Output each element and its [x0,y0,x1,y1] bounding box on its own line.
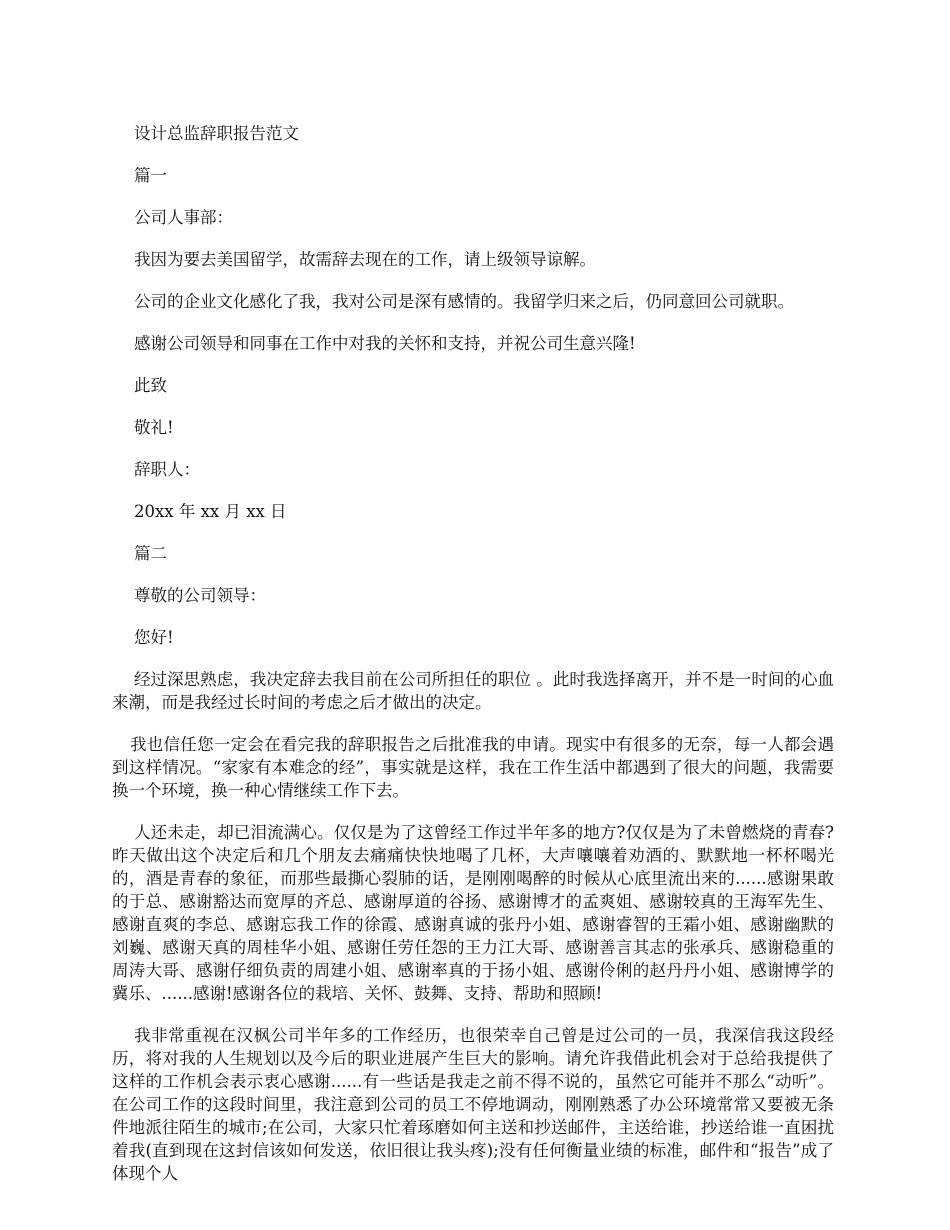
signature-label: 辞职人： [134,460,200,479]
salutation-2: 尊敬的公司领导： [134,586,266,605]
closing-line: 此致 [134,376,167,395]
closing-line: 敬礼! [134,418,174,437]
body-paragraph: 我非常重视在汉枫公司半年多的工作经历，也很荣幸自己曾是过公司的一员，我深信我这段经历，将对我的人生规划以及今后的职业进展产生巨大的影响。请允许我借此机会对于总给我提供了这样的工作机会表示衷心感谢......有一些话是我走之前不得不说的，虽然它可能并不那么“动听”。在公司工作的这段时间里，我注意到公司的员工不停地调动，刚刚熟悉了办公环境常常又要被无条件地派往陌生的城市;在公司，大家只忙着琢磨如何主送和抄送邮件，主送给谁，抄送给谁一直困扰着我(直到现在这封信该如何发送，依旧很让我头疼);没有任何衡量业绩的标准，邮件和“报告”成了体现个人 [112,1026,834,1183]
body-paragraph: 我也信任您一定会在看完我的辞职报告之后批准我的申请。现实中有很多的无奈，每一人都会遇到这样情况。“家家有本难念的经”，事实就是这样，我在工作生活中都遇到了很大的问题，我需要换一个环境，换一种心情继续工作下去。 [112,735,834,800]
body-paragraph: 我因为要去美国留学，故需辞去现在的工作，请上级领导谅解。 [134,250,596,269]
body-paragraph: 感谢公司领导和同事在工作中对我的关怀和支持，并祝公司生意兴隆! [134,334,636,353]
document-title: 设计总监辞职报告范文 [134,124,299,143]
greeting: 您好! [134,628,174,647]
salutation-1: 公司人事部： [134,208,233,227]
body-paragraph: 公司的企业文化感化了我，我对公司是深有感情的。我留学归来之后，仍同意回公司就职。 [134,292,794,311]
body-paragraph: 人还未走，却已泪流满心。仅仅是为了这曾经工作过半年多的地方?仅仅是为了未曾燃烧的青春?昨天做出这个决定后和几个朋友去痛痛快快地喝了几杯，大声嚷嚷着劝酒的、默默地一杯杯喝光的，酒是青春的象征，而那些最撕心裂肺的话，是刚刚喝醉的时候从心底里流出来的......感谢果敢的于总、感谢豁达而宽厚的齐总、感谢厚道的谷扬、感谢博才的孟爽姐、感谢较真的王海军先生、感谢直爽的李总、感谢忘我工作的徐霞、感谢真诚的张丹小姐、感谢睿智的王霜小姐、感谢幽默的刘巍、感谢天真的周桂华小姐、感谢任劳任怨的王力江大哥、感谢善言其志的张承兵、感谢稳重的周涛大哥、感谢仔细负责的周建小姐、感谢率真的于扬小姐、感谢伶俐的赵丹丹小姐、感谢博学的冀乐、......感谢!感谢各位的栽培、关怀、鼓舞、支持、帮助和照顾! [112,823,834,1003]
date-line: 20xx 年 xx 月 xx 日 [134,502,287,521]
document-body [112,122,834,1204]
section-heading-1: 篇一 [134,166,167,185]
section-heading-2: 篇二 [134,544,167,563]
body-paragraph: 经过深思熟虑，我决定辞去我目前在公司所担任的职位 。此时我选择离开，并不是一时间的心血来潮，而是我经过长时间的考虑之后才做出的决定。 [112,670,834,712]
